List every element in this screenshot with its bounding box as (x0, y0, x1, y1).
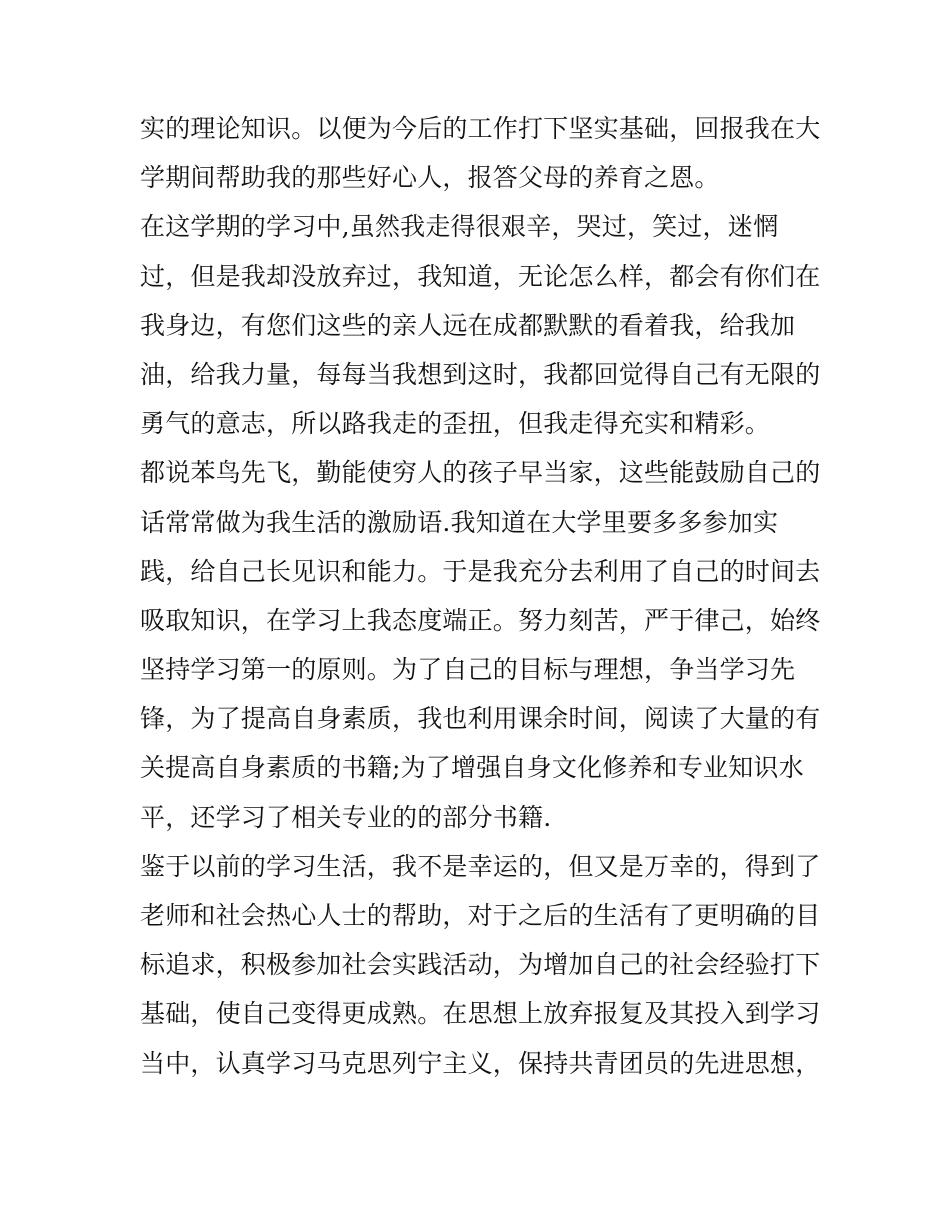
text-line: 鉴于以前的学习生活，我不是幸运的，但又是万幸的，得到了 (140, 851, 821, 881)
text-line: 在这学期的学习中,虽然我走得很艰辛，哭过，笑过，迷惘 (140, 212, 779, 242)
text-line: 平，还学习了相关专业的的部分书籍. (140, 802, 552, 832)
text-line: 话常常做为我生活的激励语.我知道在大学里要多多参加实 (140, 507, 779, 537)
text-line: 过，但是我却没放弃过，我知道，无论怎么样，都会有你们在 (140, 261, 821, 291)
text-line: 基础，使自己变得更成熟。在思想上放弃报复及其投入到学习 (140, 999, 821, 1029)
text-line: 当中，认真学习马克思列宁主义，保持共青团员的先进思想， (140, 1048, 821, 1078)
text-line: 践，给自己长见识和能力。于是我充分去利用了自己的时间去 (140, 556, 821, 586)
text-line: 油，给我力量，每每当我想到这时，我都回觉得自己有无限的 (140, 359, 821, 389)
text-line: 吸取知识，在学习上我态度端正。努力刻苦，严于律己，始终 (140, 605, 821, 635)
document-body-text (140, 104, 830, 1088)
text-line: 老师和社会热心人士的帮助，对于之后的生活有了更明确的目 (140, 901, 821, 930)
text-line: 标追求，积极参加社会实践活动，为增加自己的社会经验打下 (140, 950, 821, 980)
text-line: 我身边，有您们这些的亲人远在成都默默的看着我，给我加 (140, 310, 796, 340)
text-line: 实的理论知识。以便为今后的工作打下坚实基础，回报我在大 (140, 114, 821, 143)
text-line: 坚持学习第一的原则。为了自己的目标与理想，争当学习先 (140, 655, 796, 685)
text-line: 关提高自身素质的书籍;为了增强自身文化修养和专业知识水 (140, 753, 804, 783)
text-line: 学期间帮助我的那些好心人，报答父母的养育之恩。 (140, 163, 720, 193)
text-line: 锋，为了提高自身素质，我也利用课余时间，阅读了大量的有 (140, 704, 821, 734)
text-line: 勇气的意志，所以路我走的歪扭，但我走得充实和精彩。 (140, 409, 771, 439)
text-line: 都说苯鸟先飞，勤能使穷人的孩子早当家，这些能鼓励自己的 (140, 458, 821, 488)
